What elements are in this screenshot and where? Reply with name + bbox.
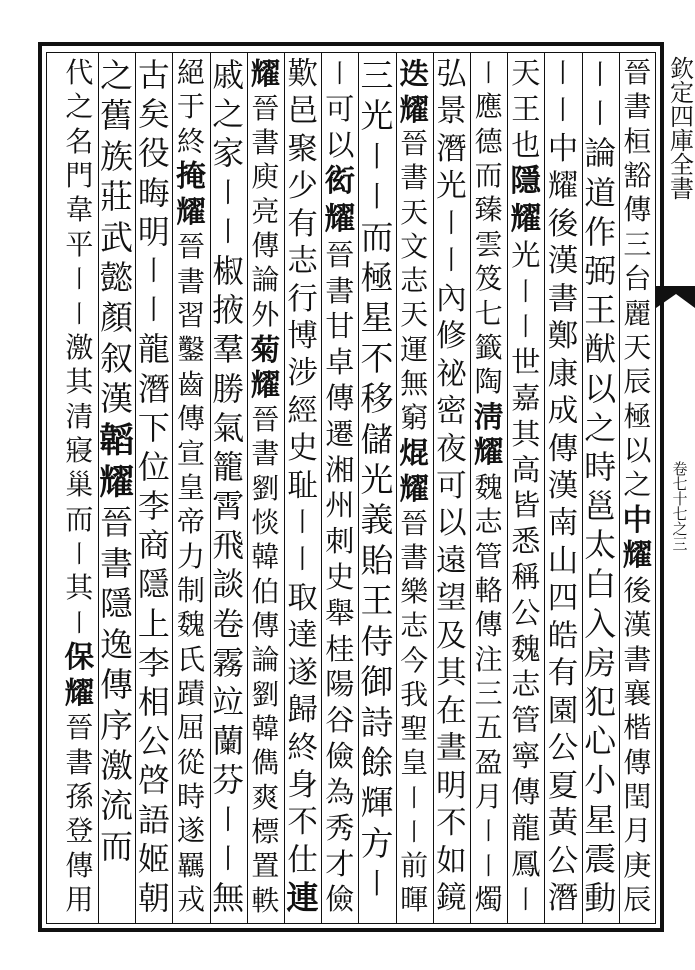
- column-text: 晉 書 孫 登 傳 用: [65, 711, 94, 917]
- column-text: 後 漢 書 鄭 康 成 傳 漢 南 山 四 皓 有 園 公 夏 黃 公 潛: [547, 206, 579, 916]
- column-text: 晉 書 習 鑿 齒 傳 宣 皇 帝 力 制 魏 氏 蹟 屈 從 時 遂 羈 戎: [177, 230, 205, 917]
- volume-label: 卷七十七之三: [670, 461, 689, 551]
- column-text: 役 晦 明 丨 丨 龍 潛 下 位 李 商 隱 上 李 相 公 啓 語 姬 朝: [137, 134, 170, 917]
- entry-heading: 菊 耀: [250, 331, 281, 403]
- column-text: 後 漢 書 襄 楷 傳 閏 月 庚 辰: [623, 573, 652, 917]
- column-text: 戚 之 家 丨 丨 椒 掖: [212, 56, 245, 330]
- column-text: 絕 于 終: [177, 56, 205, 158]
- page-margin: [664, 56, 695, 920]
- column-text: 三 光 丨 丨 而 極 星 不 移: [360, 56, 394, 419]
- column-text: 丨 可 以: [325, 59, 355, 162]
- entry-heading: 隱 耀: [510, 163, 542, 237]
- column-text: 天 王 也: [511, 56, 541, 162]
- column-text: 丨 丨 中 耀: [547, 59, 579, 205]
- column-text: 魏 志 管 輅 傳 注 三 五 盈 月 丨 丨 燭: [474, 470, 503, 917]
- entry-heading: 連: [286, 879, 319, 918]
- column-text: 晉 書 天 文 志 天 運 無 窮: [400, 127, 429, 435]
- entry-heading: 保 耀: [64, 640, 95, 711]
- entry-heading: 耀: [250, 56, 281, 91]
- entry-heading: 迭 耀: [399, 56, 429, 127]
- column-text: 晉 書 劉 惔 韓 伯 傳 論 劉 韓 儁 爽 標 置 軼: [251, 403, 280, 917]
- column-text: 丨 應 德 而 臻 雲 笈 七 籤 陶: [474, 59, 503, 399]
- column-text: 弘 景 潛 光 丨 丨 內 修 祕 密: [436, 57, 467, 430]
- book-title: 欽定四庫全書: [665, 56, 694, 200]
- entry-heading: 中 耀: [622, 502, 653, 574]
- column-text: 儲 光 義 貽 王 侍 御 詩 餘 輝 方 丨: [360, 419, 394, 901]
- column-text: 代 之 名 門 韋 平 丨 丨: [65, 56, 94, 328]
- column-text: 古 矣: [137, 56, 170, 134]
- column-text: 晉 書 隱 逸 傳 序 激 流 而: [100, 503, 134, 866]
- column-text: 之 舊 族 莊 武 懿 顏 叙 漢: [100, 56, 134, 419]
- column-text: 丨 丨 論 道 作 弼 王 猷 以 之 時 邕: [584, 60, 617, 526]
- column-text: 太 白 入 房 犯 心 小 星 震 動: [584, 526, 617, 917]
- entry-heading: 韜 耀: [99, 419, 135, 503]
- entry-heading: 淸 耀: [473, 399, 504, 471]
- column-text: 少 有 志 行 博 涉 經 史 耻 丨 丨 取 達 遂 歸 終 身 不 仕: [287, 169, 318, 878]
- text-column: [50, 56, 108, 920]
- column-text: 晉 書 甘 卓 傳 遷 湘 州 刺 史 舉 桂 陽 谷 儉 為 秀 才 儉: [325, 237, 355, 917]
- entry-heading: 焜 耀: [399, 435, 429, 506]
- column-text: 光 丨 丨 世 嘉 其 高 皆 悉 稱 公 魏 志 管 寧 傳 龍 鳳 丨: [511, 237, 541, 915]
- column-text: 晉 書 桓 豁 傳 三 台 麗 天 辰 極 以 之: [623, 56, 652, 502]
- entry-heading: 衒 耀: [324, 163, 356, 237]
- column-text: 晉 書 庾 亮 傳 論 外: [251, 91, 280, 331]
- column-text: 羣 勝 氣 籠 霄 飛 談 卷 霧 竝 蘭 芬 丨 丨 無: [212, 330, 245, 917]
- column-text: 晉 書 樂 志 今 我 聖 皇 丨 丨 前 暉: [400, 506, 429, 917]
- column-text: 歎 邑 聚: [287, 57, 318, 167]
- column-text: 激 其 清 寢 巢 而 丨 其 丨: [65, 330, 94, 637]
- entry-heading: 掩 耀: [176, 159, 206, 230]
- column-text: 夜 可 以 遠 望 及 其 在 晝 明 不 如 鏡: [436, 431, 467, 916]
